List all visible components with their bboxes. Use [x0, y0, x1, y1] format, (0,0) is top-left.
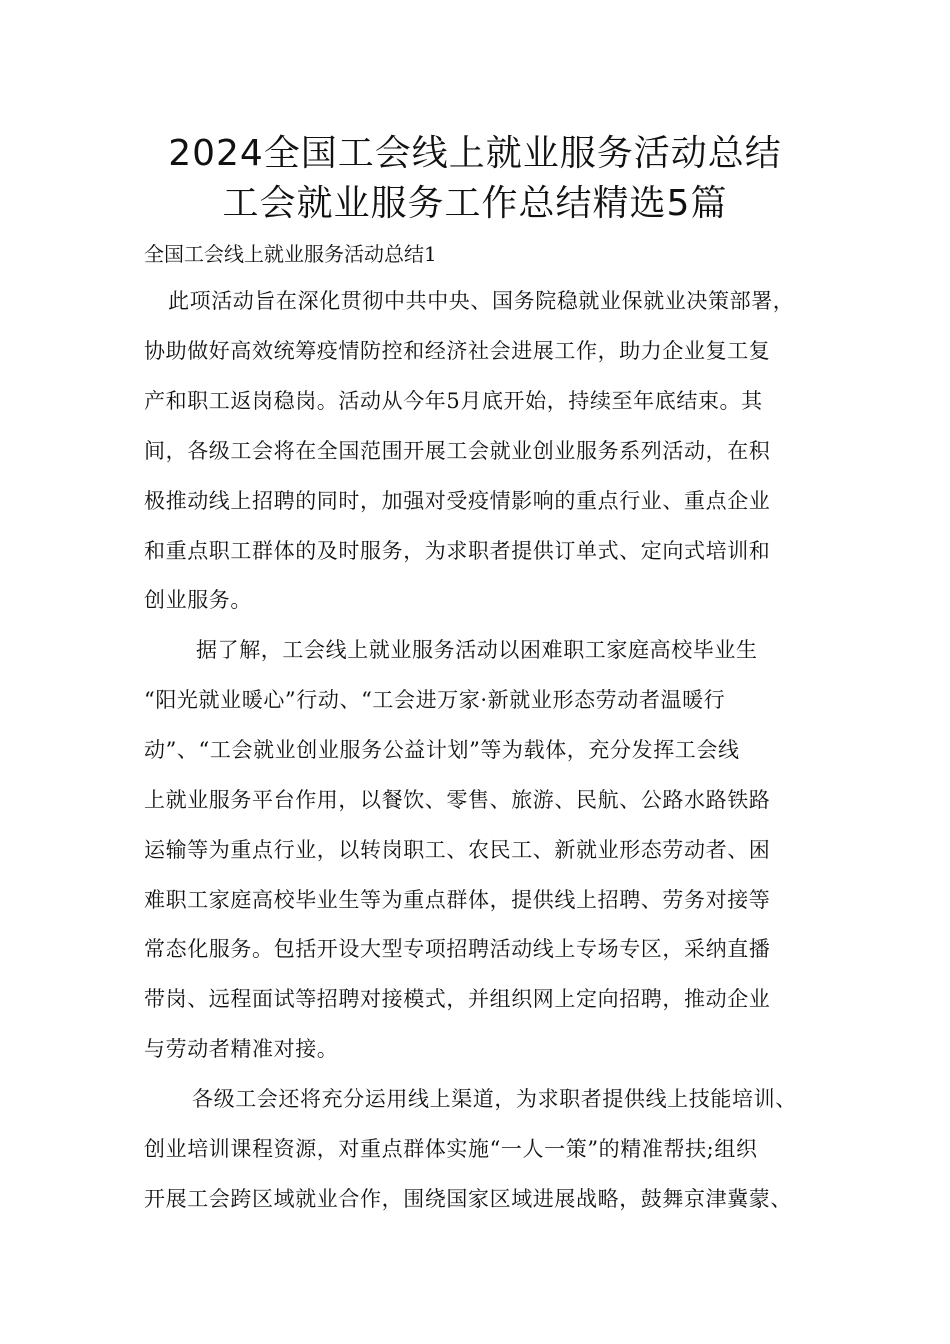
body-line: 与劳动者精准对接。	[144, 1037, 339, 1061]
body-line: 创业培训课程资源，对重点群体实施“一人一策”的精准帮扶;组织	[144, 1137, 758, 1161]
document-title-line-1: 2024全国工会线上就业服务活动总结	[168, 133, 782, 174]
body-line: 间，各级工会将在全国范围开展工会就业创业服务系列活动，在积	[144, 439, 771, 463]
body-line: 产和职工返岗稳岗。活动从今年5月底开始，持续至年底结束。其	[144, 389, 763, 413]
body-line: 上就业服务平台作用，以餐饮、零售、旅游、民航、公路水路铁路	[144, 788, 771, 812]
body-line: 各级工会还将充分运用线上渠道，为求职者提供线上技能培训、	[192, 1087, 797, 1111]
body-line: 运输等为重点行业，以转岗职工、农民工、新就业形态劳动者、困	[144, 838, 771, 862]
body-line: 和重点职工群体的及时服务，为求职者提供订单式、定向式培训和	[144, 539, 771, 563]
body-line: 常态化服务。包括开设大型专项招聘活动线上专场专区，采纳直播	[144, 937, 771, 961]
body-line: 创业服务。	[144, 588, 252, 612]
body-line: “阳光就业暖心”行动、“工会进万家·新就业形态劳动者温暖行	[144, 688, 726, 712]
body-line: 动”、“工会就业创业服务公益计划”等为载体，充分发挥工会线	[144, 738, 740, 762]
body-line: 极推动线上招聘的同时，加强对受疫情影响的重点行业、重点企业	[144, 489, 771, 513]
body-line: 协助做好高效统筹疫情防控和经济社会进展工作，助力企业复工复	[144, 339, 771, 363]
section-heading: 全国工会线上就业服务活动总结1	[144, 242, 437, 266]
body-line: 开展工会跨区域就业合作，围绕国家区域进展战略，鼓舞京津冀蒙、	[144, 1187, 792, 1211]
body-line: 据了解，工会线上就业服务活动以困难职工家庭高校毕业生	[196, 638, 758, 662]
body-line: 此项活动旨在深化贯彻中共中央、国务院稳就业保就业决策部署，	[168, 289, 795, 313]
document-title-line-2: 工会就业服务工作总结精选5篇	[222, 183, 728, 224]
body-line: 带岗、远程面试等招聘对接模式，并组织网上定向招聘，推动企业	[144, 987, 771, 1011]
body-line: 难职工家庭高校毕业生等为重点群体，提供线上招聘、劳务对接等	[144, 888, 771, 912]
